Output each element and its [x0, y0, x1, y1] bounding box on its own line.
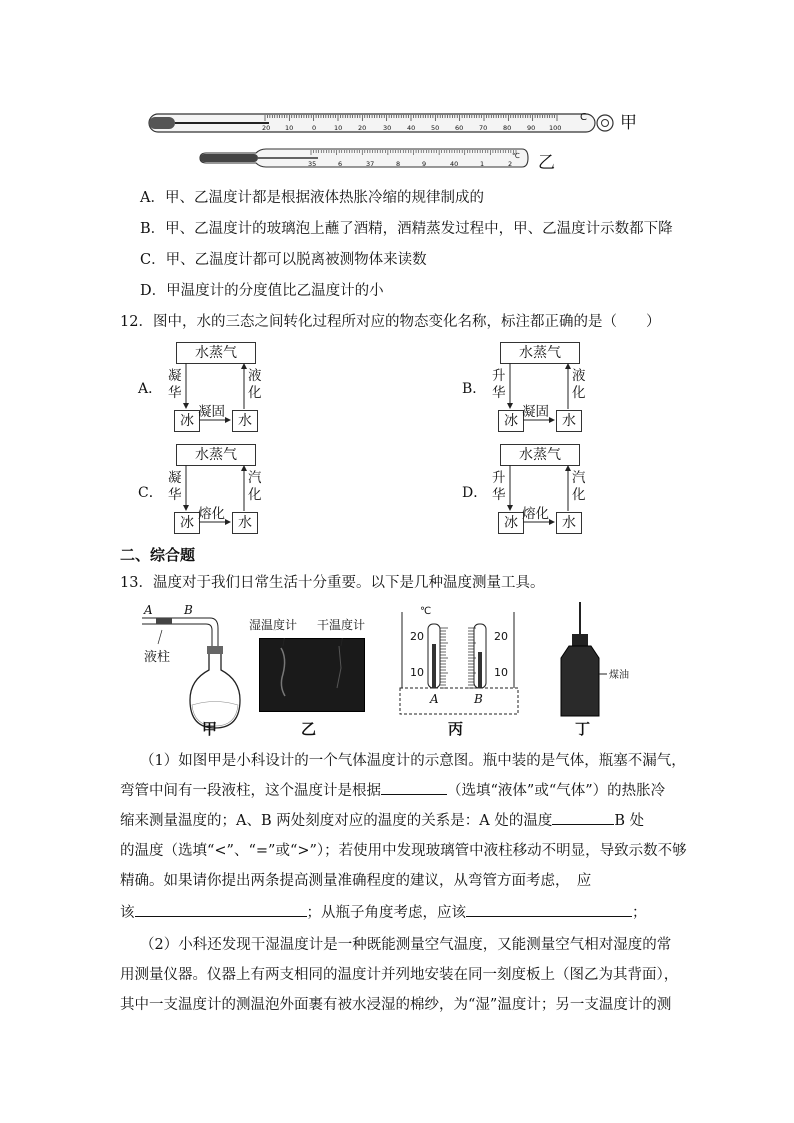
q13-p2-line3: 其中一支温度计的测温泡外面裹有被水浸湿的棉纱，为“湿”温度计；另一支温度计的测 [120, 997, 672, 1013]
point-b-label: B [184, 603, 193, 617]
ice-box: 冰 [174, 410, 200, 432]
left-label: 凝华 [168, 368, 182, 401]
bing-left-10: 10 [410, 666, 424, 679]
vapor-box: 水蒸气 [176, 342, 256, 364]
figure-bing-caption: 丙 [448, 720, 464, 738]
vapor-box: 水蒸气 [500, 444, 580, 466]
yi-tick: 2 [508, 160, 513, 168]
bottle-illustration [555, 600, 665, 718]
answer-blank-4[interactable] [466, 900, 632, 917]
kerosene-label: 煤油 [609, 670, 629, 681]
q13-p1-line5: 精确。如果请你提出两条提高测量准确程度的建议，从弯管方面考虑， 应 [120, 873, 592, 889]
thermometer-yi-tick-labels [308, 160, 528, 170]
left-label: 升华 [492, 368, 506, 401]
text: ；从瓶子角度考虑，应该 [306, 905, 466, 921]
thermometer-yi-unit: ℃ [512, 152, 520, 160]
text: 弯管中间有一段液柱，这个温度计是根据 [120, 783, 381, 799]
panel-markings [259, 638, 363, 710]
q12-c-letter: C． [138, 485, 163, 501]
wet-thermometer-label: 湿温度计 [249, 618, 298, 632]
jia-tick: 10 [334, 124, 343, 132]
text: ； [632, 905, 647, 921]
q13-stem: 13．温度对于我们日常生活十分重要。以下是几种温度测量工具。 [120, 575, 545, 591]
q13-p2-line2: 用测量仪器。仪器上有两支相同的温度计并列地安装在同一刻度板上（图乙为其背面）， [120, 967, 679, 983]
q13-p1-line2 [120, 776, 680, 806]
figure-jia-caption: 甲 [202, 720, 218, 738]
figure-jia [140, 600, 250, 740]
jia-tick: 40 [407, 124, 416, 132]
q13-p2-line1: （2）小科还发现干湿温度计是一种既能测量空气温度，又能测量空气相对湿度的常 [140, 937, 672, 953]
ice-box: 冰 [498, 512, 524, 534]
thermometer-jia-label: 甲 [620, 113, 637, 133]
text: （选填“液体”或“气体”）的热胀冷 [447, 783, 666, 799]
right-label: 汽化 [248, 470, 262, 503]
ice-box: 冰 [498, 410, 524, 432]
figure-yi-caption: 乙 [301, 720, 317, 738]
jia-tick: 100 [549, 124, 562, 132]
q13-p1-line4: 的温度（选填“<”、“=”或“>”）；若使用中发现玻璃管中液柱移动不明显，导致示数不够 [120, 843, 687, 859]
q12-diagram-b [462, 340, 602, 435]
q11-option-c: C．甲、乙温度计都可以脱离被测物体来读数 [140, 252, 427, 268]
bing-left-20: 20 [410, 630, 424, 643]
point-a-label: A [144, 603, 153, 617]
jia-tick: 70 [479, 124, 488, 132]
water-box: 水 [556, 512, 582, 534]
figure-ding-caption: 丁 [575, 720, 591, 738]
q12-diagram-c [138, 442, 278, 537]
jia-tick: 10 [285, 124, 294, 132]
jia-tick: 80 [503, 124, 512, 132]
bing-a-label: A [430, 692, 439, 706]
yi-tick: 6 [338, 160, 343, 168]
q12-diagram-a [138, 340, 278, 435]
q12-b-letter: B． [462, 381, 487, 397]
text: 缩来测量温度的；A、B 两处刻度对应的温度的关系是：A 处的温度 [120, 813, 553, 829]
figure-bing [398, 604, 520, 740]
q12-diagram-d [462, 442, 602, 537]
vapor-box: 水蒸气 [176, 444, 256, 466]
flask-illustration [140, 600, 250, 740]
q11-option-b: B．甲、乙温度计的玻璃泡上蘸了酒精，酒精蒸发过程中，甲、乙温度计示数都下降 [140, 221, 673, 237]
mid-label: 熔化 [198, 506, 225, 522]
yi-tick: 35 [308, 160, 317, 168]
water-box: 水 [232, 410, 258, 432]
answer-blank-2[interactable] [552, 808, 614, 825]
q12-a-letter: A． [138, 381, 163, 397]
bing-right-10: 10 [494, 666, 508, 679]
q12-d-letter: D． [462, 485, 488, 501]
jia-tick: 90 [527, 124, 536, 132]
bing-right-20: 20 [494, 630, 508, 643]
mid-label: 凝固 [198, 404, 225, 420]
figure-ding [555, 600, 665, 740]
jia-tick: 0 [312, 124, 317, 132]
yi-tick: 1 [480, 160, 485, 168]
right-label: 汽化 [572, 470, 586, 503]
figure-yi [249, 612, 375, 740]
thermometer-pair [398, 604, 520, 716]
right-label: 液化 [248, 368, 262, 401]
thermometer-jia-tick-labels [262, 124, 562, 134]
yi-tick: 37 [366, 160, 375, 168]
jia-tick: 60 [455, 124, 464, 132]
yi-tick: 8 [396, 160, 401, 168]
q13-p1-line3 [120, 806, 680, 836]
q13-p1-line1: （1）如图甲是小科设计的一个气体温度计的示意图。瓶中装的是气体，瓶塞不漏气， [140, 753, 686, 769]
left-label: 凝华 [168, 470, 182, 503]
answer-blank-1[interactable] [381, 778, 447, 795]
vapor-box: 水蒸气 [500, 342, 580, 364]
jia-tick: 20 [358, 124, 367, 132]
text: 该 [120, 905, 135, 921]
yi-tick: 9 [422, 160, 427, 168]
q11-option-d: D．甲温度计的分度值比乙温度计的小 [140, 283, 384, 299]
thermometer-jia-unit: C [580, 112, 587, 123]
q11-option-a: A．甲、乙温度计都是根据液体热胀冷缩的规律制成的 [140, 190, 484, 206]
q13-p1-line6 [120, 898, 680, 928]
jia-tick: 30 [383, 124, 392, 132]
mid-label: 凝固 [522, 404, 549, 420]
left-label: 升华 [492, 470, 506, 503]
right-label: 液化 [572, 368, 586, 401]
q12-stem: 12．图中，水的三态之间转化过程所对应的物态变化名称，标注都正确的是（ ） [120, 314, 661, 330]
water-box: 水 [556, 410, 582, 432]
answer-blank-3[interactable] [135, 900, 307, 917]
bing-b-label: B [474, 692, 483, 706]
section-heading: 二、综合题 [120, 546, 196, 564]
liquid-column-label: 液柱 [144, 650, 171, 665]
water-box: 水 [232, 512, 258, 534]
yi-tick: 40 [450, 160, 459, 168]
dry-thermometer-label: 干温度计 [317, 618, 366, 632]
jia-tick: 50 [431, 124, 440, 132]
mid-label: 熔化 [522, 506, 549, 522]
text: B 处 [614, 813, 645, 829]
ice-box: 冰 [174, 512, 200, 534]
jia-tick: 20 [262, 124, 271, 132]
thermometer-yi-label: 乙 [538, 153, 555, 173]
bing-unit: ℃ [420, 606, 432, 617]
